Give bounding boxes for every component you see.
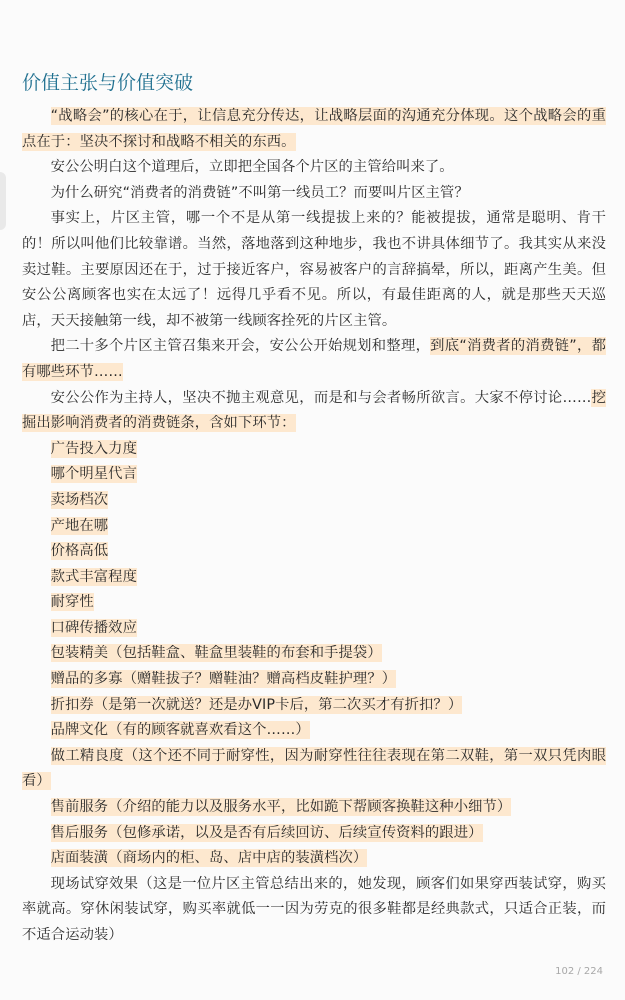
- highlighted-text: 价格高低: [50, 543, 109, 560]
- highlighted-text: 做工精良度（这个还不同于耐穿性，因为耐穿性往往表现在第二双鞋，第一双只凭肉眼看）: [22, 747, 606, 790]
- paragraph: [22, 744, 606, 795]
- highlighted-text: 广告投入力度: [50, 440, 137, 457]
- highlighted-text: 卖场档次: [50, 491, 109, 508]
- paragraph: [22, 488, 606, 514]
- section-title: 价值主张与价值突破: [22, 72, 194, 94]
- text-run: 把二十多个片区主管召集来开会，安公公开始规划和整理，: [50, 338, 431, 355]
- paragraph: [22, 386, 606, 437]
- paragraph: [22, 821, 606, 847]
- highlighted-text: 折扣券（是第一次就送？还是办VIP卡后，第二次买才有折扣？）: [50, 696, 463, 713]
- paragraph: [22, 846, 606, 872]
- highlighted-text: 售前服务（介绍的能力以及服务水平，比如跪下帮顾客换鞋这种小细节）: [50, 799, 512, 816]
- highlighted-text: 店面装潢（商场内的柜、岛、店中店的装潢档次）: [50, 850, 368, 867]
- highlighted-text: 哪个明星代言: [50, 466, 137, 483]
- paragraph: [22, 565, 606, 591]
- paragraph: [22, 539, 606, 565]
- page-indicator: 102 / 224: [555, 966, 603, 977]
- paragraph: [22, 872, 606, 949]
- paragraph: [22, 616, 606, 642]
- side-panel-handle[interactable]: [0, 172, 6, 230]
- paragraph: [22, 718, 606, 744]
- highlighted-text: 口碑传播效应: [50, 619, 137, 636]
- paragraph: [22, 693, 606, 719]
- highlighted-text: 包装精美（包括鞋盒、鞋盒里装鞋的布套和手提袋）: [50, 645, 382, 662]
- highlighted-text: 赠品的多寡（赠鞋拔子？赠鞋油？赠高档皮鞋护理？）: [50, 671, 397, 688]
- paragraph: [22, 590, 606, 616]
- paragraph: [22, 155, 606, 181]
- highlighted-text: 耐穿性: [50, 594, 94, 611]
- paragraph: [22, 437, 606, 463]
- paragraph: [22, 181, 606, 207]
- paragraph: [22, 795, 606, 821]
- paragraph: [22, 334, 606, 385]
- paragraph: [22, 514, 606, 540]
- highlighted-text: 到底“消费者的消费链”，都有哪些环节……: [22, 338, 606, 380]
- paragraph: [22, 462, 606, 488]
- highlighted-text: 挖掘出影响消费者的消费链条，含如下环节：: [22, 389, 606, 432]
- text-run: 安公公作为主持人，坚决不抛主观意见，而是和与会者畅所欲言。大家不停讨论……: [50, 389, 592, 406]
- highlighted-text: 品牌文化（有的顾客就喜欢看这个……）: [50, 722, 310, 739]
- text-run: 安公公明白这个道理后，立即把全国各个片区的主管给叫来了。: [50, 159, 454, 176]
- text-run: 为什么研究“消费者的消费链”不叫第一线员工？而要叫片区主管？: [50, 184, 469, 201]
- text-run: 现场试穿效果（这是一位片区主管总结出来的，她发现，顾客们如果穿西装试穿，购买率就高。穿休闲装试穿，购买率就低一一因为劳克的很多鞋都是经典款式，只适合正装，而不适合运动装）: [22, 875, 606, 943]
- document-body: [22, 70, 606, 949]
- highlighted-text: 产地在哪: [50, 517, 109, 534]
- paragraph-list: [22, 104, 606, 949]
- paragraph: [22, 104, 606, 155]
- paragraph: [22, 206, 606, 334]
- highlighted-text: 售后服务（包修承诺，以及是否有后续回访、后续宣传资料的跟进）: [50, 824, 483, 841]
- paragraph: [22, 667, 606, 693]
- highlighted-text: 款式丰富程度: [50, 568, 137, 585]
- text-run: 事实上，片区主管，哪一个不是从第一线提拔上来的？能被提拔，通常是聪明、肯干的！所以叫他们比较靠谱。当然，落地落到这种地步，我也不讲具体细节了。我其实从来没卖过鞋。主要原因还在于，过于接近客户，容易被客户的言辞搞晕，所以，距离产生美。但安公公离顾客也实在太远了！远得几乎看不见。所以，有最佳距离的人，就是那些天天巡店，天天接触第一线，却不被第一线顾客拴死的片区主管。: [22, 210, 606, 329]
- highlighted-text: “战略会”的核心在于，让信息充分传达，让战略层面的沟通充分体现。这个战略会的重点在于：坚决不探讨和战略不相关的东西。: [22, 108, 606, 150]
- paragraph: [22, 641, 606, 667]
